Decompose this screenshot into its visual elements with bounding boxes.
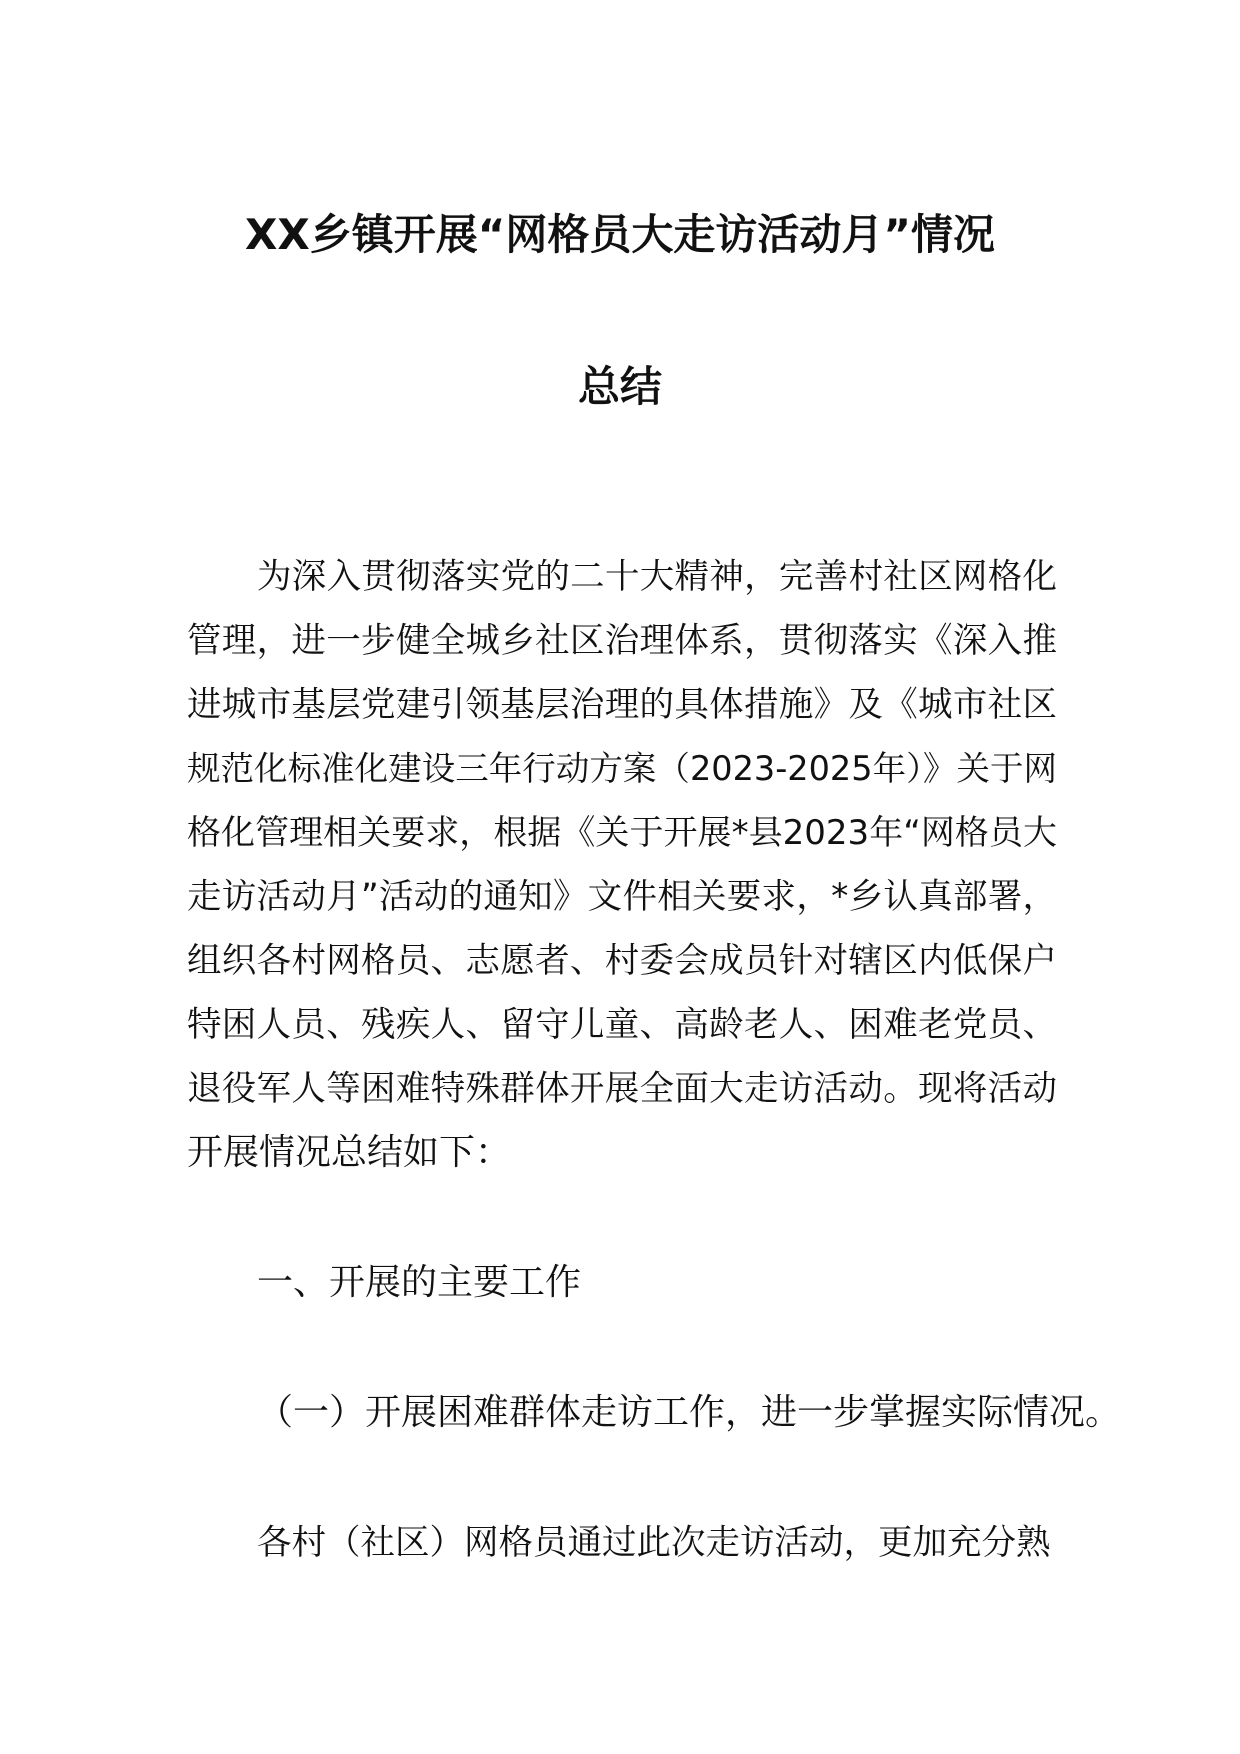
section-heading-1: 一、开展的主要工作 [257,1262,582,1303]
intro-line: 为深入贯彻落实党的二十大精神，完善村社区网格化 [257,557,1057,597]
body-line: 各村（社区）网格员通过此次走访活动，更加充分熟 [257,1523,1051,1563]
intro-line: 规范化标准化建设三年行动方案（2023-2025年）》关于网 [187,749,1057,788]
intro-line: 管理，进一步健全城乡社区治理体系，贯彻落实《深入推 [187,621,1057,661]
intro-line: 开展情况总结如下： [187,1132,512,1173]
intro-line: 进城市基层党建引领基层治理的具体措施》及《城市社区 [187,685,1057,725]
document-title-line-1: XX乡镇开展“网格员大走访活动月”情况 [245,210,995,259]
intro-line: 特困人员、残疾人、留守儿童、高龄老人、困难老党员、 [187,1005,1057,1045]
document-title-line-2: 总结 [577,362,662,411]
intro-line: 组织各村网格员、志愿者、村委会成员针对辖区内低保户 [187,941,1057,981]
body-paragraph [187,1518,1057,1568]
intro-line: 走访活动月”活动的通知》文件相关要求，*乡认真部署， [187,877,1057,917]
subsection-heading-1: （一）开展困难群体走访工作，进一步掌握实际情况。 [257,1392,1122,1433]
intro-line: 格化管理相关要求，根据《关于开展*县2023年“网格员大 [187,813,1057,853]
intro-paragraph [187,545,1057,1185]
intro-line: 退役军人等困难特殊群体开展全面大走访活动。现将活动 [187,1069,1057,1109]
